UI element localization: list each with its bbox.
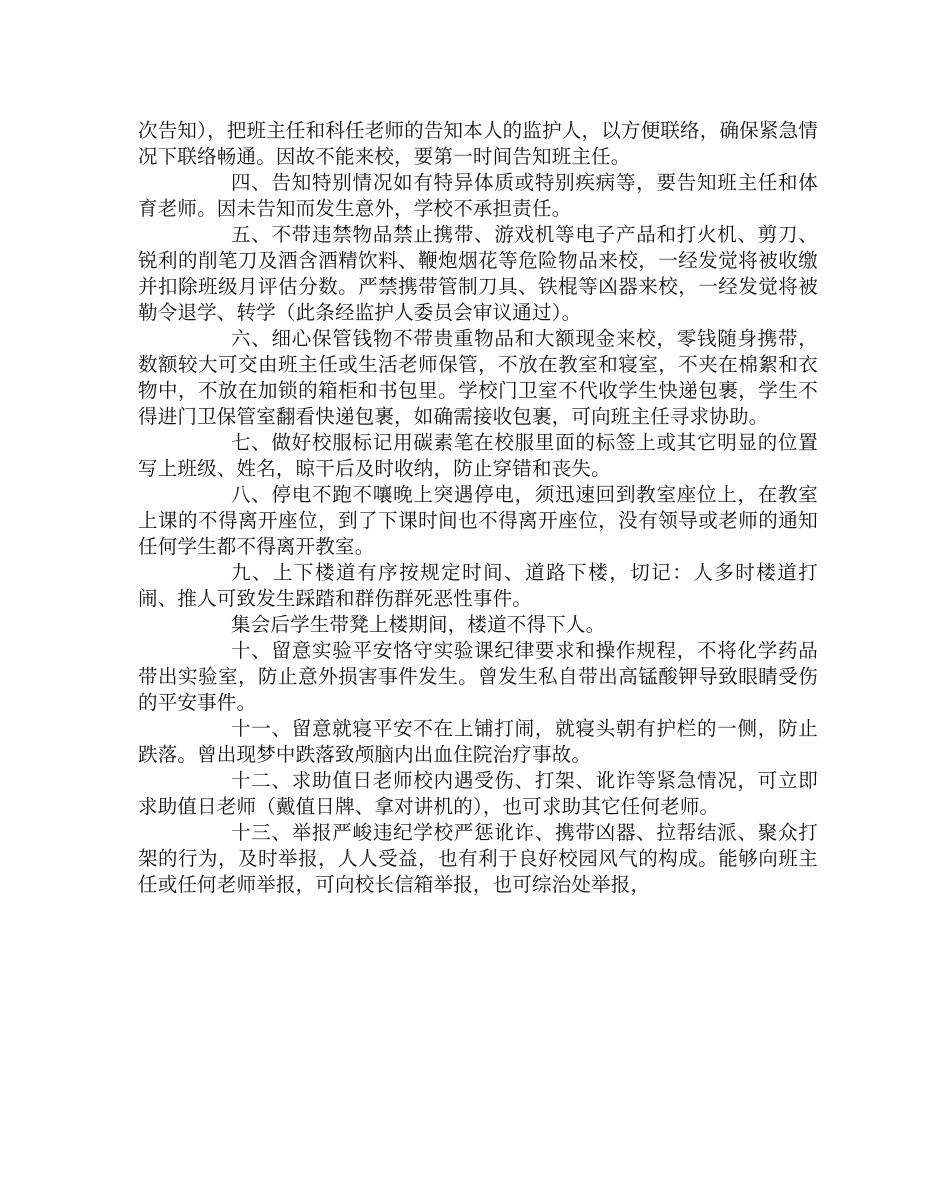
paragraph-item-8: 八、停电不跑不嚷晚上突遇停电，须迅速回到教室座位上，在教室上课的不得离开座位，到了下课时间也不得离开座位，没有领导或老师的通知任何学生都不得离开教室。: [138, 483, 818, 558]
paragraph-item-7: 七、做好校服标记用碳素笔在校服里面的标签上或其它明显的位置写上班级、姓名，晾干后及时收纳，防止穿错和丧失。: [138, 431, 818, 480]
paragraph-item-9: 九、上下楼道有序按规定时间、道路下楼，切记：人多时楼道打闹、推人可致发生踩踏和群伤群死恶性事件。: [138, 561, 818, 610]
paragraph-item-5: 五、不带违禁物品禁止携带、游戏机等电子产品和打火机、剪刀、锐利的削笔刀及酒含酒精饮料、鞭炮烟花等危险物品来校，一经发觉将被收缴并扣除班级月评估分数。严禁携带管制刀具、铁棍等凶器来校，一经发觉将被勒令退学、转学（此条经监护人委员会审议通过）。: [138, 223, 818, 324]
paragraph-item-4: 四、告知特别情况如有特异体质或特别疾病等，要告知班主任和体育老师。因未告知而发生意外，学校不承担责任。: [138, 171, 818, 220]
paragraph-item-9-note: 集会后学生带凳上楼期间，楼道不得下人。: [231, 613, 606, 636]
paragraph-item-11: 十一、留意就寝平安不在上铺打闹，就寝头朝有护栏的一侧，防止跌落。曾出现梦中跌落致颅脑内出血住院治疗事故。: [138, 717, 818, 766]
paragraph-item-6: 六、细心保管钱物不带贵重物品和大额现金来校，零钱随身携带，数额较大可交由班主任或生活老师保管，不放在教室和寝室，不夹在棉絮和衣物中，不放在加锁的箱柜和书包里。学校门卫室不代收学生快递包裹，学生不得进门卫保管室翻看快递包裹，如确需接收包裹，可向班主任寻求协助。: [138, 327, 818, 428]
paragraph-item-12: 十二、求助值日老师校内遇受伤、打架、讹诈等紧急情况，可立即求助值日老师（戴值日牌、拿对讲机的），也可求助其它任何老师。: [138, 769, 818, 818]
paragraph-item-10: 十、留意实验平安恪守实验课纪律要求和操作规程，不将化学药品带出实验室，防止意外损害事件发生。曾发生私自带出高锰酸钾导致眼睛受伤的平安事件。: [138, 639, 818, 714]
paragraph-continuation: 次告知），把班主任和科任老师的告知本人的监护人，以方便联络，确保紧急情况下联络畅通。因故不能来校，要第一时间告知班主任。: [138, 119, 818, 168]
paragraph-item-13: 十三、举报严峻违纪学校严惩讹诈、携带凶器、拉帮结派、聚众打架的行为，及时举报，人人受益，也有利于良好校园风气的构成。能够向班主任或任何老师举报，可向校长信箱举报，也可综治处举报，: [138, 821, 818, 896]
document-body: [138, 118, 818, 898]
